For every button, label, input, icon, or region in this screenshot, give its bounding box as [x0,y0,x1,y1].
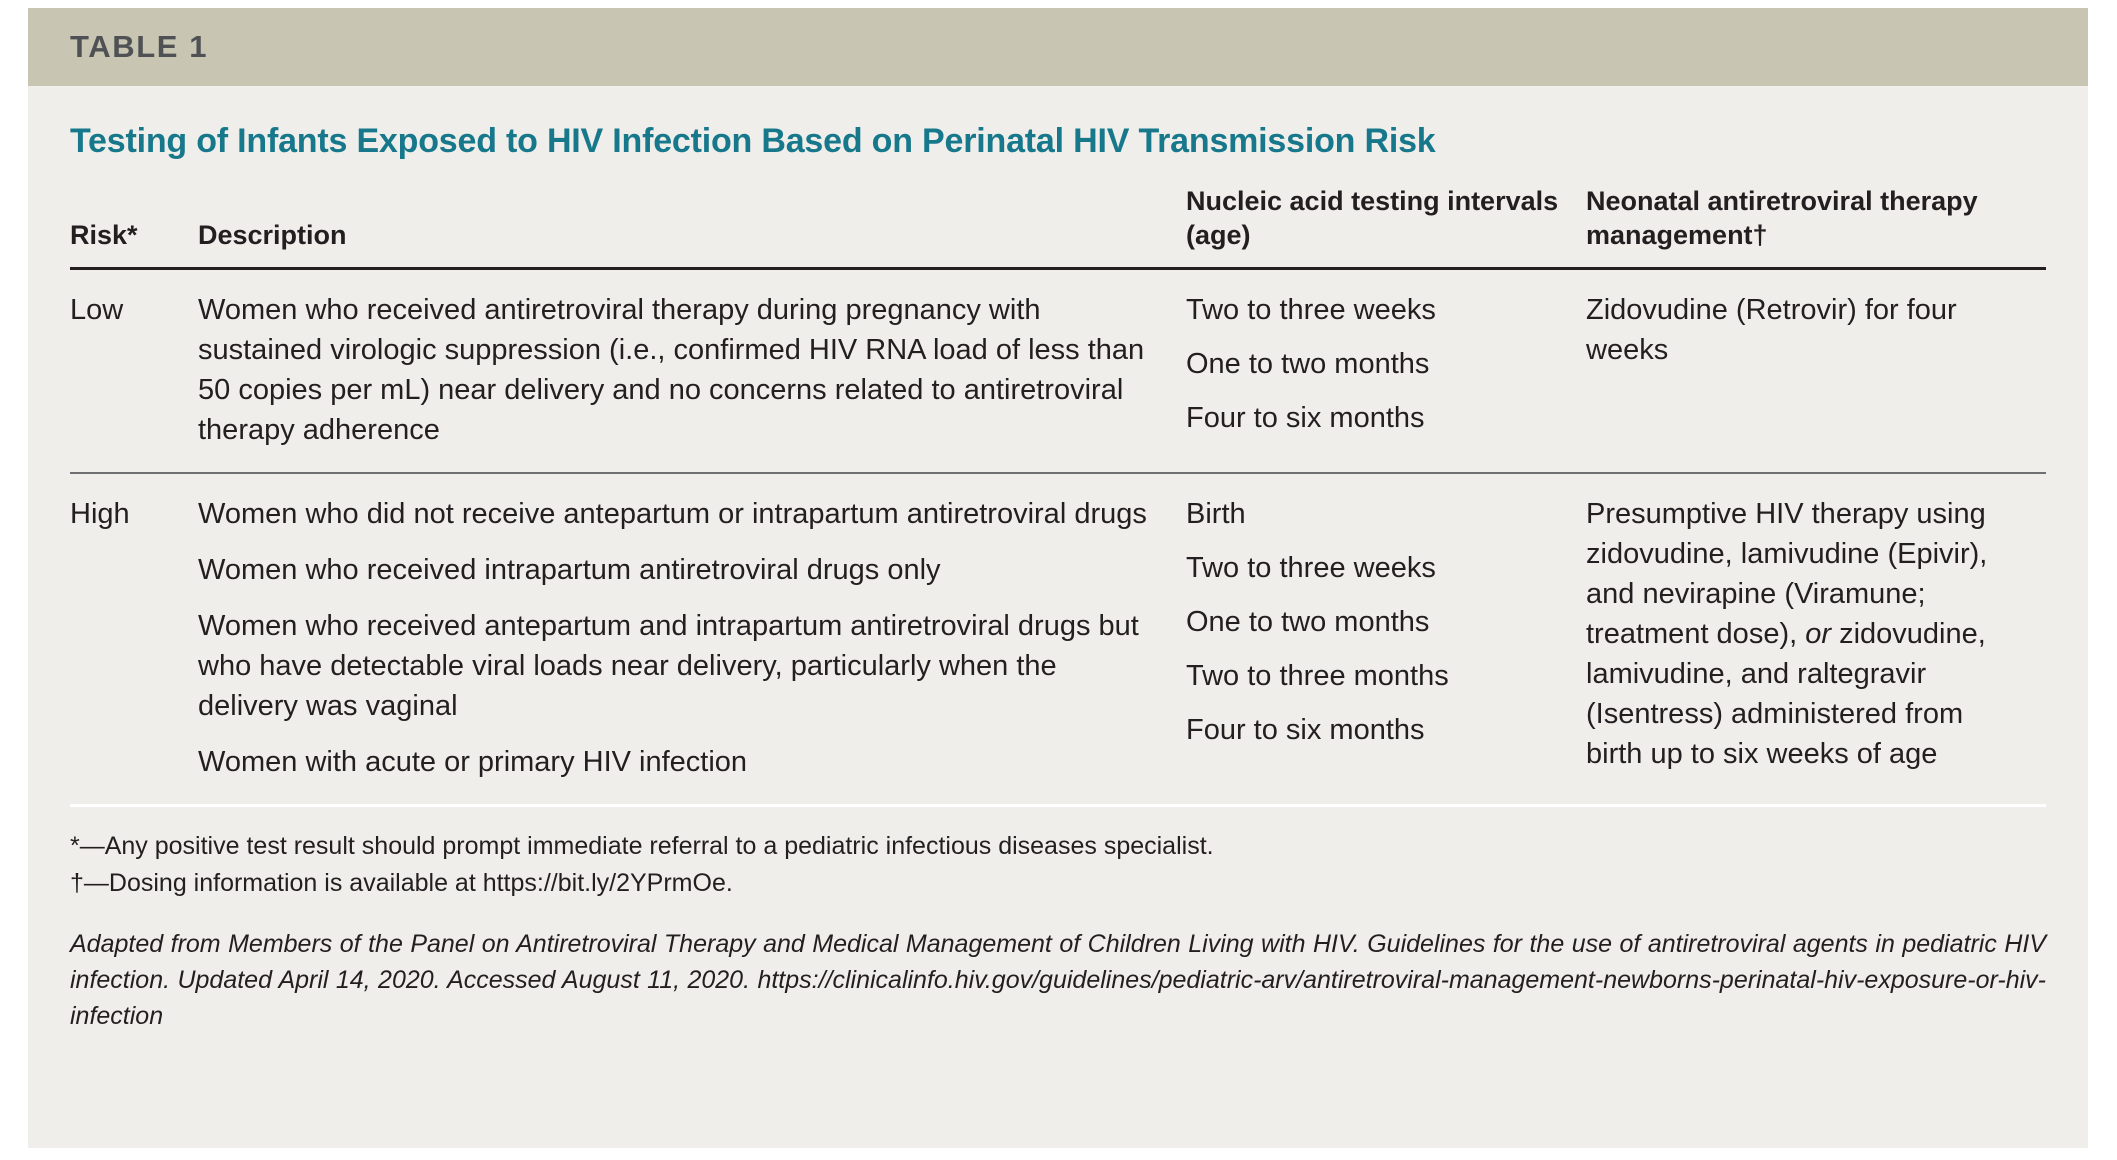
table-source-note: Adapted from Members of the Panel on Antiretroviral Therapy and Medical Management of Children Living with HIV. Guidelines for the use of antiretroviral agents in pediatric HIV infection. Updated April 14, 2020. Accessed August 11, 2020. https://clinicalinfo.hiv.gov/guidelines/pediatric-arv/antiretroviral-management-newborns-perinatal-hiv-exposure-or-hiv-infection [70,929,2046,1031]
description-paragraph: Women who did not receive antepartum or intrapartum antiretroviral drugs [198,497,1147,530]
cell-testing-intervals [1186,268,1586,473]
table-footnotes [70,807,2046,902]
description-paragraph: Women who received intrapartum antiretroviral drugs only [198,553,941,586]
cell-risk: High [70,473,198,806]
column-header-description: Description [198,169,1186,268]
cell-description [198,268,1186,473]
testing-interval-item: Two to three months [1186,659,1449,692]
table-number-label: TABLE 1 [70,29,209,64]
column-header-nucleic-acid-testing-intervals: Nucleic acid testing intervals (age) [1186,169,1586,268]
table-body [28,86,2088,1034]
testing-interval-item: Two to three weeks [1186,293,1436,326]
testing-interval-item: Birth [1186,497,1246,530]
footnote-asterisk: *—Any positive test result should prompt immediate referral to a pediatric infectious diseases specialist. [70,831,1214,860]
column-header-neonatal-art-management: Neonatal antiretroviral therapy management† [1586,169,2046,268]
testing-interval-item: Two to three weeks [1186,551,1436,584]
cell-testing-intervals [1186,473,1586,806]
data-table [70,169,2046,807]
table-row [70,473,2046,806]
column-header-risk: Risk* [70,169,198,268]
table-banner [28,8,2088,86]
table-title: Testing of Infants Exposed to HIV Infection Based on Perinatal HIV Transmission Risk [70,122,1436,160]
art-management-text: Presumptive HIV therapy using zidovudine, lamivudine (Epivir), and nevirapine (Viramune; treatment dose), [1586,497,1988,650]
description-paragraph: Women who received antepartum and intrapartum antiretroviral drugs but who have detectable viral loads near delivery, particularly when the delivery was vaginal [198,609,1139,722]
footnote-dagger: †—Dosing information is available at https://bit.ly/2YPrmOe. [70,869,733,898]
cell-art-management [1586,268,2046,473]
art-management-text-continued: zidovudine, lamivudine, and raltegravir (Isentress) administered from birth up to six weeks of age [1586,617,1986,770]
testing-interval-item: Four to six months [1186,713,1425,746]
art-management-text: Zidovudine (Retrovir) for four weeks [1586,293,1957,366]
description-paragraph: Women with acute or primary HIV infection [198,745,748,778]
art-management-emphasis: or [1805,617,1832,650]
testing-interval-item: Four to six months [1186,401,1425,434]
testing-interval-item: One to two months [1186,605,1430,638]
cell-art-management [1586,473,2046,806]
table-row [70,268,2046,473]
description-paragraph: Women who received antiretroviral therapy during pregnancy with sustained virologic suppression (i.e., confirmed HIV RNA load of less than 50 copies per mL) near delivery and no concerns related to antiretroviral therapy adherence [198,293,1145,446]
cell-description [198,473,1186,806]
table-card [28,8,2088,1148]
testing-interval-item: One to two months [1186,347,1430,380]
table-header-row [70,169,2046,268]
cell-risk: Low [70,268,198,473]
